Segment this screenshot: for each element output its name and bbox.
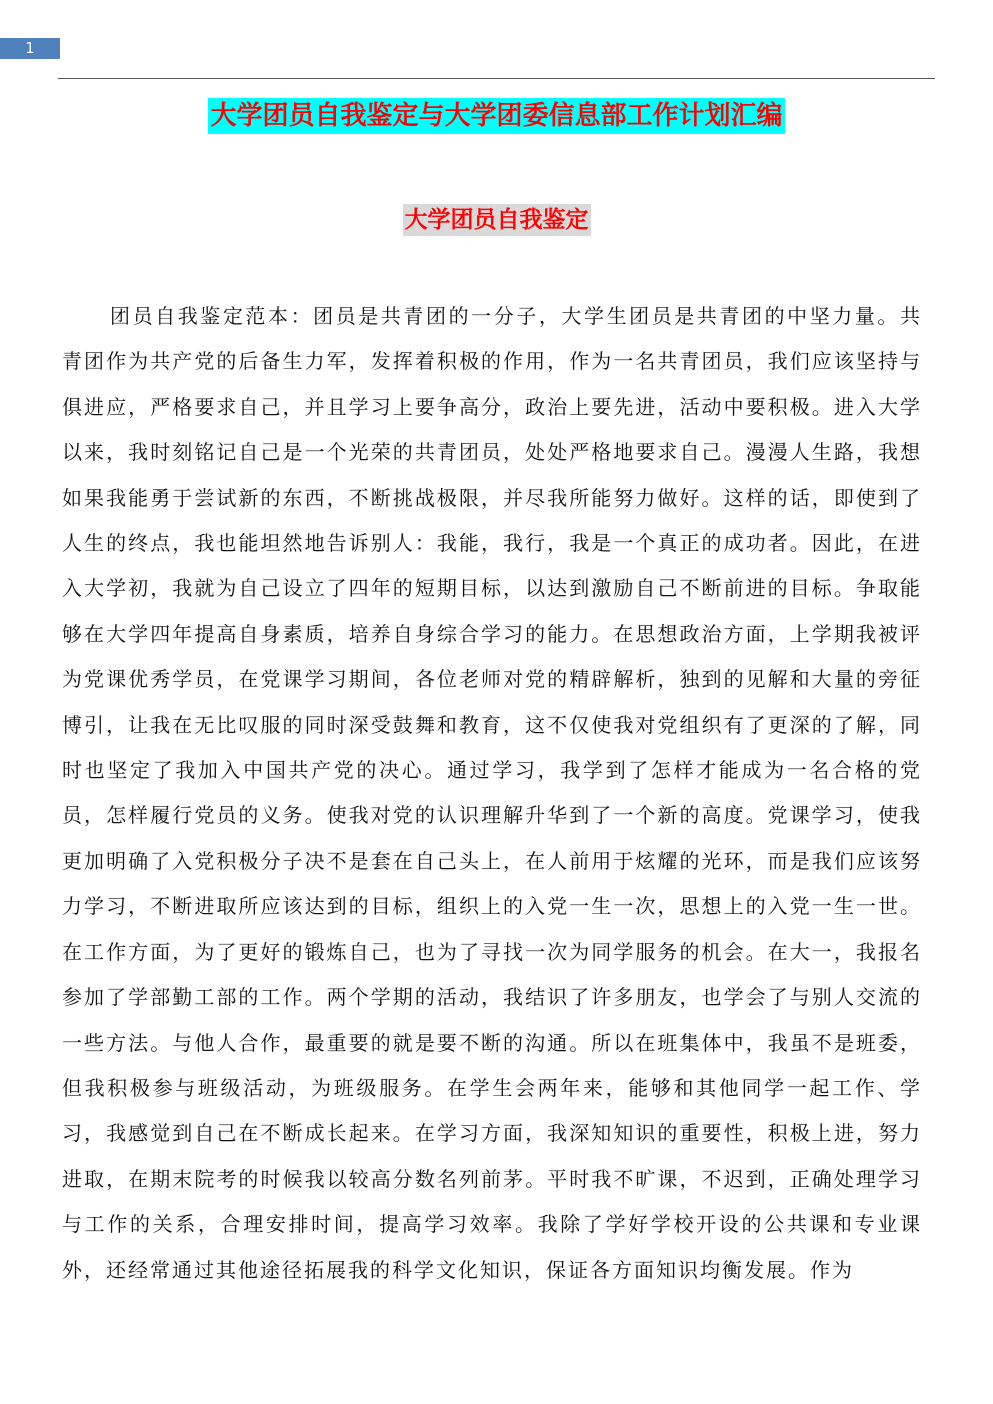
header-divider xyxy=(58,78,935,79)
section-title-container xyxy=(0,204,993,236)
main-title-container xyxy=(0,98,993,134)
body-paragraph: 团员自我鉴定范本：团员是共青团的一分子，大学生团员是共青团的中坚力量。共青团作为共产党的后备生力军，发挥着积极的作用，作为一名共青团员，我们应该坚持与俱进应，严格要求自己，并且学习上要争高分，政治上要先进，活动中要积极。进入大学以来，我时刻铭记自己是一个光荣的共青团员，处处严格地要求自己。漫漫人生路，我想如果我能勇于尝试新的东西，不断挑战极限，并尽我所能努力做好。这样的话，即使到了人生的终点，我也能坦然地告诉别人：我能，我行，我是一个真正的成功者。因此，在进入大学初，我就为自己设立了四年的短期目标，以达到激励自己不断前进的目标。争取能够在大学四年提高自身素质，培养自身综合学习的能力。在思想政治方面，上学期我被评为党课优秀学员，在党课学习期间，各位老师对党的精辟解析，独到的见解和大量的旁征博引，让我在无比叹服的同时深受鼓舞和教育，这不仅使我对党组织有了更深的了解，同时也坚定了我加入中国共产党的决心。通过学习，我学到了怎样才能成为一名合格的党员，怎样履行党员的义务。使我对党的认识理解升华到了一个新的高度。党课学习，使我更加明确了入党积极分子决不是套在自己头上，在人前用于炫耀的光环，而是我们应该努力学习，不断进取所应该达到的目标，组织上的入党一生一次，思想上的入党一生一世。在工作方面，为了更好的锻炼自己，也为了寻找一次为同学服务的机会。在大一，我报名参加了学部勤工部的工作。两个学期的活动，我结识了许多朋友，也学会了与别人交流的一些方法。与他人合作，最重要的就是要不断的沟通。所以在班集体中，我虽不是班委，但我积极参与班级活动，为班级服务。在学生会两年来，能够和其他同学一起工作、学习，我感觉到自己在不断成长起来。在学习方面，我深知知识的重要性，积极上进，努力进取，在期末院考的时候我以较高分数名列前茅。平时我不旷课，不迟到，正确处理学习与工作的关系，合理安排时间，提高学习效率。我除了学好学校开设的公共课和专业课外，还经常通过其他途径拓展我的科学文化知识，保证各方面知识均衡发展。作为 xyxy=(62,304,922,1282)
page-number: 1 xyxy=(0,38,60,59)
document-title: 大学团员自我鉴定与大学团委信息部工作计划汇编 xyxy=(208,98,784,134)
section-heading: 大学团员自我鉴定 xyxy=(403,204,591,236)
